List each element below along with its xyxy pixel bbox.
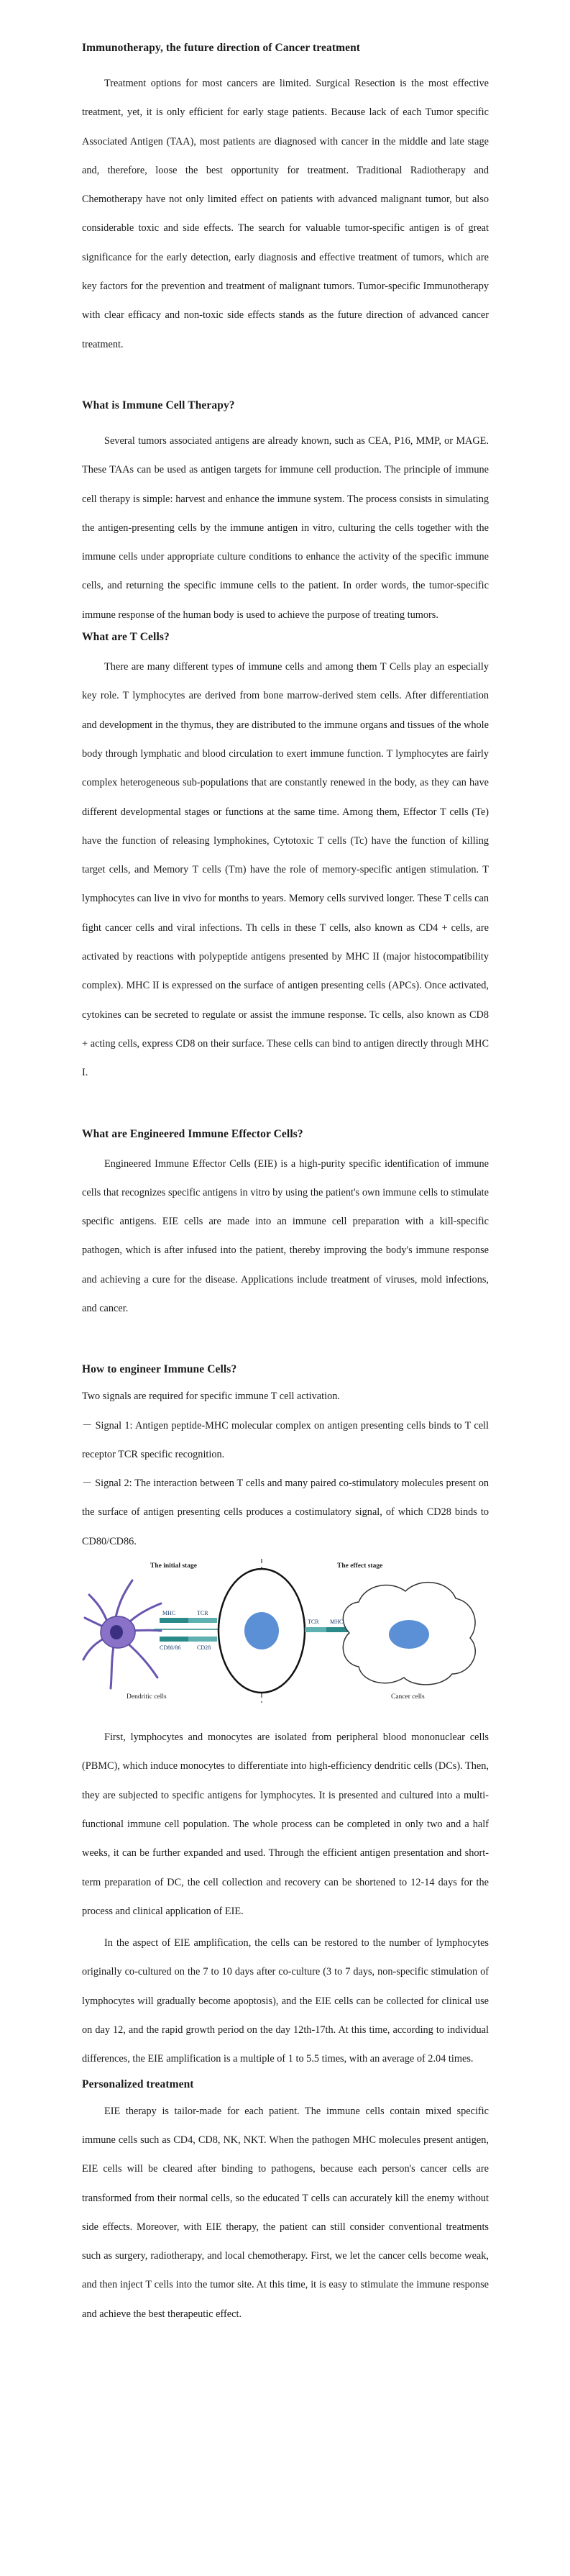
section-personalized-treatment	[82, 2077, 489, 2329]
section-title: How to engineer Immune Cells?	[82, 1363, 237, 1376]
stage-right-label: The effect stage	[337, 1562, 383, 1570]
mhc-left-label: MHC	[162, 1610, 176, 1617]
section-title: Personalized treatment	[82, 2077, 194, 2090]
cd80-label: CD80/86	[160, 1644, 181, 1652]
section-title: What are Engineered Immune Effector Cells?	[82, 1127, 303, 1140]
activation-diagram	[82, 1559, 489, 1703]
paragraph: Engineered Immune Effector Cells (EIE) is a high-purity specific identification of immune cells that recognizes specific antigens in vitro by using the patient's own immune cells to stimulate specific antigens. EIE cells are made into an immune cell preparation with a kill-specific pathogen, which is after infused into the patient, thereby improving the body's immune response and achieving a cure for the disease. Applications include treatment of viruses, mold infections, and cancer.	[82, 1157, 489, 1314]
paragraph: Two signals are required for specific immune T cell activation.	[82, 1391, 340, 1403]
cancer-cell-icon	[343, 1583, 475, 1685]
section-title: What is Immune Cell Therapy?	[82, 399, 235, 411]
paragraph: Treatment options for most cancers are limited. Surgical Resection is the most effective treatment, yet, it is only efficient for early stage patients. Because lack of each Tumor specific Associated Antigen (TAA), most patients are diagnosed with cancer in the middle and late stage and, therefore, loose the best opportunity for treatment. Traditional Radiotherapy and Chemotherapy have not only limited effect on patients with advanced malignant tumor, but also considerable toxic and side effects. The search for valuable tumor-specific antigen is of great significance for the early detection, early diagnosis and effective treatment of tumors, which are key factors for the prevention and treatment of malignant tumors. Tumor-specific Immunotherapy with clear efficacy and non-toxic side effects stands as the future direction of advanced cancer treatment.	[82, 78, 489, 350]
t-cell-icon	[219, 1569, 305, 1693]
section-title: Immunotherapy, the future direction of Cancer treatment	[82, 42, 361, 54]
signal-1: － Signal 1: Antigen peptide-MHC molecular complex on antigen presenting cells binds to T cell receptor TCR specific recognition.	[82, 1419, 489, 1460]
paragraph: First, lymphocytes and monocytes are isolated from peripheral blood mononuclear cells (PBMC), which induce monocytes to differentiate into high-efficiency dendritic cells (DCs). Then, they are subjected to specific antigens for lymphocytes. It is presented and cultured into a multi-functional immune cell population. The whole process can be completed in only two and a half weeks, it can be further expanded and used. Through the efficient antigen presentation and short-term preparation of DC, the cell collection and recovery can be shortened to 12-14 days for the process and clinical application of EIE.	[82, 1731, 489, 1917]
section-title: What are T Cells?	[82, 631, 170, 644]
cd28-label: CD28	[197, 1644, 211, 1652]
receptor-connectors-right	[305, 1627, 351, 1632]
tcr-left-label: TCR	[197, 1610, 208, 1617]
stage-left-label: The initial stage	[150, 1562, 197, 1570]
signal-2: － Signal 2: The interaction between T cells and many paired co-stimulatory molecules present on the surface of antigen presenting cells produces a costimulatory signal, of which CD28 binds to CD80/CD86.	[82, 1478, 489, 1547]
paragraph: EIE therapy is tailor-made for each patient. The immune cells contain mixed specific immune cells such as CD4, CD8, NK, NKT. When the pathogen MHC molecules present antigen, EIE cells will be cleared after binding to pathogens, because each person's cancer cells are transformed from their normal cells, so the educated T cells can accurately kill the enemy without side effects. Moreover, with EIE therapy, the patient can still consider conventional treatments such as surgery, radiotherapy, and local chemotherapy. First, we let the cancer cells become weak, and then inject T cells into the tumor site. At this time, it is easy to stimulate the immune response and achieve the best therapeutic effect.	[82, 2105, 489, 2320]
section-t-cells	[82, 629, 489, 1087]
section-how-to-engineer	[82, 1362, 489, 2073]
dendritic-cell-icon	[83, 1580, 161, 1688]
paragraph: In the aspect of EIE amplification, the cells can be restored to the number of lymphocytes originally co-cultured on the 7 to 10 days after co-culture (3 to 7 days, non-specific stimulation of lymphocytes will gradually become apoptosis), and the EIE cells can be collected for clinical use on day 12, and the rapid growth period on the day 12th-17th. At this time, according to individual differences, the EIE amplification is a multiple of 1 to 5.5 times, with an average of 2.04 times.	[82, 1937, 489, 2065]
paragraph: There are many different types of immune cells and among them T Cells play an especially key role. T lymphocytes are derived from bone marrow-derived stem cells. After differentiation and development in the thymus, they are distributed to the immune organs and tissues of the whole body through lymphatic and blood circulation to exert immune function. T lymphocytes are fairly complex heterogeneous sub-populations that are constantly renewed in the body, as they can have different developmental stages or functions at the same time. Among them, Effector T cells (Te) have the function of releasing lymphokines, Cytotoxic T cells (Tc) have the function of killing target cells, and Memory T cells (Tm) have the role of memory-specific antigen stimulation. T lymphocytes can live in vivo for months to years. Memory cells survived longer. These T cells can fight cancer cells and viral infections. Th cells in these T cells, also known as CD4 + cells, are activated by reactions with polypeptide antigens presented by MHC II (major histocompatibility complex). MHC II is expressed on the surface of antigen presenting cells (APCs). Once activated, cytokines can be secreted to regulate or assist the immune response. Tc cells, also known as CD8 + acting cells, express CD8 on their surface. These cells can bind to antigen directly through MHC I.	[82, 661, 489, 1079]
receptor-connectors	[154, 1618, 219, 1642]
caption-dendritic: Dendritic cells	[127, 1693, 167, 1701]
section-immunotherapy	[82, 40, 489, 359]
paragraph: Several tumors associated antigens are already known, such as CEA, P16, MMP, or MAGE. These TAAs can be used as antigen targets for immune cell production. The principle of immune cell therapy is simple: harvest and enhance the immune system. The process consists in simulating the antigen-presenting cells by the immune antigen in vitro, culturing the cells together with the immune cells under appropriate culture conditions to enhance the activity of the specific immune cells, and returning the specific immune cells to the patient. In order words, the tumor-specific immune response of the human body is used to achieve the purpose of treating tumors.	[82, 434, 489, 621]
article	[82, 40, 489, 2329]
section-immune-cell-therapy	[82, 398, 489, 629]
caption-cancer: Cancer cells	[391, 1693, 425, 1701]
section-engineered-cells	[82, 1127, 489, 1324]
tcr-right-label: TCR	[308, 1619, 319, 1626]
mhc-right-label: MHC	[330, 1619, 344, 1626]
